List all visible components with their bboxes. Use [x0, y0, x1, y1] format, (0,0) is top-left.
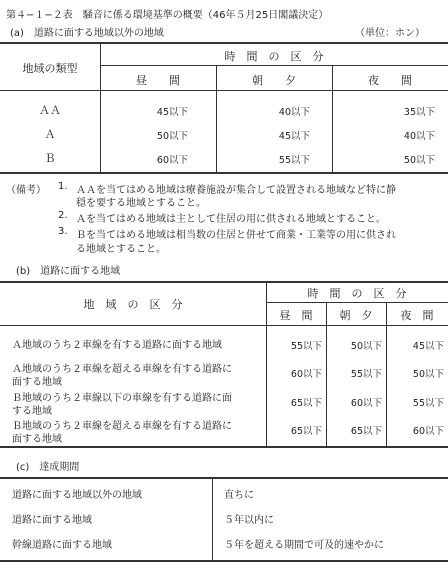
b-row-2-morning: 55以下: [350, 369, 382, 380]
note-1-line2: 穏を要する地域とすること。: [76, 198, 206, 209]
note-3-line2: る地域とすること。: [76, 244, 166, 255]
row-b-morning: 55以下: [278, 155, 310, 166]
row-a-night: 40以下: [403, 131, 435, 142]
table-a-top-rule: [0, 42, 448, 44]
b-row-4-label-2: 面する地域: [12, 434, 62, 445]
b-row-4-morning: 65以下: [350, 426, 382, 437]
table-b-bottom-rule: [0, 446, 448, 448]
table-c-vrule: [212, 477, 213, 560]
c-row-3-period: ５年を超える期間で可及的速やかに: [224, 540, 384, 551]
note-1-num: 1.: [58, 181, 68, 192]
b-row-3-night: 55以下: [412, 398, 444, 409]
table-c-top-rule: [0, 477, 448, 479]
col-morning-evening: 朝 夕: [252, 74, 296, 87]
c-row-2-region: 道路に面する地域: [12, 515, 92, 526]
b-row-4-day: 65以下: [290, 426, 322, 437]
row-b-type: Ｂ: [44, 152, 56, 165]
table-title: 第４−１−２表 騒音に係る環境基準の概要（46年５月25日閣議決定）: [6, 10, 329, 21]
b-row-1-morning: 50以下: [350, 341, 382, 352]
table-a-header-rule: [0, 90, 448, 91]
col-b-daytime: 昼 間: [279, 309, 313, 322]
b-row-3-day: 65以下: [290, 398, 322, 409]
col-region-division: 地 域 の 区 分: [83, 298, 183, 311]
table-b-header-rule: [0, 325, 448, 326]
c-row-2-period: ５年以内に: [224, 515, 274, 526]
section-b-heading: (b) 道路に面する地域: [16, 266, 121, 277]
b-row-4-night: 60以下: [412, 426, 444, 437]
col-b-morning-evening: 朝 夕: [339, 309, 373, 322]
b-row-3-label-2: する地域: [12, 406, 52, 417]
col-night: 夜 間: [368, 74, 412, 87]
section-a-heading: (a) 道路に面する地域以外の地域: [10, 28, 164, 39]
table-b-vrule-1: [266, 281, 267, 446]
row-aa-day: 45以下: [156, 107, 188, 118]
row-a-morning: 45以下: [278, 131, 310, 142]
note-2-num: 2.: [58, 210, 68, 221]
row-b-night: 50以下: [403, 155, 435, 166]
c-row-1-period: 直ちに: [224, 490, 254, 501]
b-row-2-label-1: Ａ地域のうち２車線を超える車線を有する道路に: [12, 364, 232, 375]
b-row-2-day: 60以下: [290, 369, 322, 380]
b-row-2-label-2: 面する地域: [12, 377, 62, 388]
row-a-type: Ａ: [44, 128, 56, 141]
row-aa-night: 35以下: [403, 107, 435, 118]
b-row-4-label-1: Ｂ地域のうち２車線を超える車線を有する道路に: [12, 421, 232, 432]
note-3-line1: Ｂを当てはめる地域は相当数の住居と併せて商業・工業等の用に供され: [76, 230, 396, 241]
notes-label: （備考）: [6, 185, 46, 196]
table-a-header-divider: [100, 65, 448, 66]
b-row-1-night: 45以下: [412, 341, 444, 352]
note-1-line1: ＡＡを当てはめる地域は療養施設が集合して設置される地域など特に静: [76, 185, 396, 196]
b-row-2-night: 50以下: [412, 369, 444, 380]
col-daytime: 昼 間: [136, 74, 180, 87]
row-b-day: 60以下: [156, 155, 188, 166]
col-b-night: 夜 間: [400, 309, 434, 322]
col-region-type: 地域の類型: [22, 62, 78, 75]
col-time-division: 時 間 の 区 分: [224, 50, 324, 63]
row-aa-morning: 40以下: [278, 107, 310, 118]
c-row-1-region: 道路に面する地域以外の地域: [12, 490, 142, 501]
table-c-bottom-rule: [0, 560, 448, 562]
note-3-num: 3.: [58, 226, 68, 237]
b-row-3-label-1: Ｂ地域のうち２車線以下の車線を有する道路に面: [12, 393, 232, 404]
table-b-top-rule: [0, 281, 448, 283]
section-c-heading: (c) 達成期間: [16, 462, 80, 473]
row-aa-type: ＡＡ: [39, 104, 61, 117]
b-row-1-day: 55以下: [290, 341, 322, 352]
row-a-day: 50以下: [156, 131, 188, 142]
note-2-line1: Ａを当てはめる地域は主として住居の用に供される地域とすること。: [76, 214, 386, 225]
c-row-3-region: 幹線道路に面する地域: [12, 540, 112, 551]
col-b-time-division: 時 間 の 区 分: [307, 287, 407, 300]
table-a-bottom-rule: [0, 172, 448, 174]
table-b-header-divider: [266, 302, 448, 303]
b-row-1-label: Ａ地域のうち２車線を有する道路に面する地域: [12, 340, 222, 351]
b-row-3-morning: 60以下: [350, 398, 382, 409]
unit-label: （単位：ホン）: [355, 28, 425, 39]
